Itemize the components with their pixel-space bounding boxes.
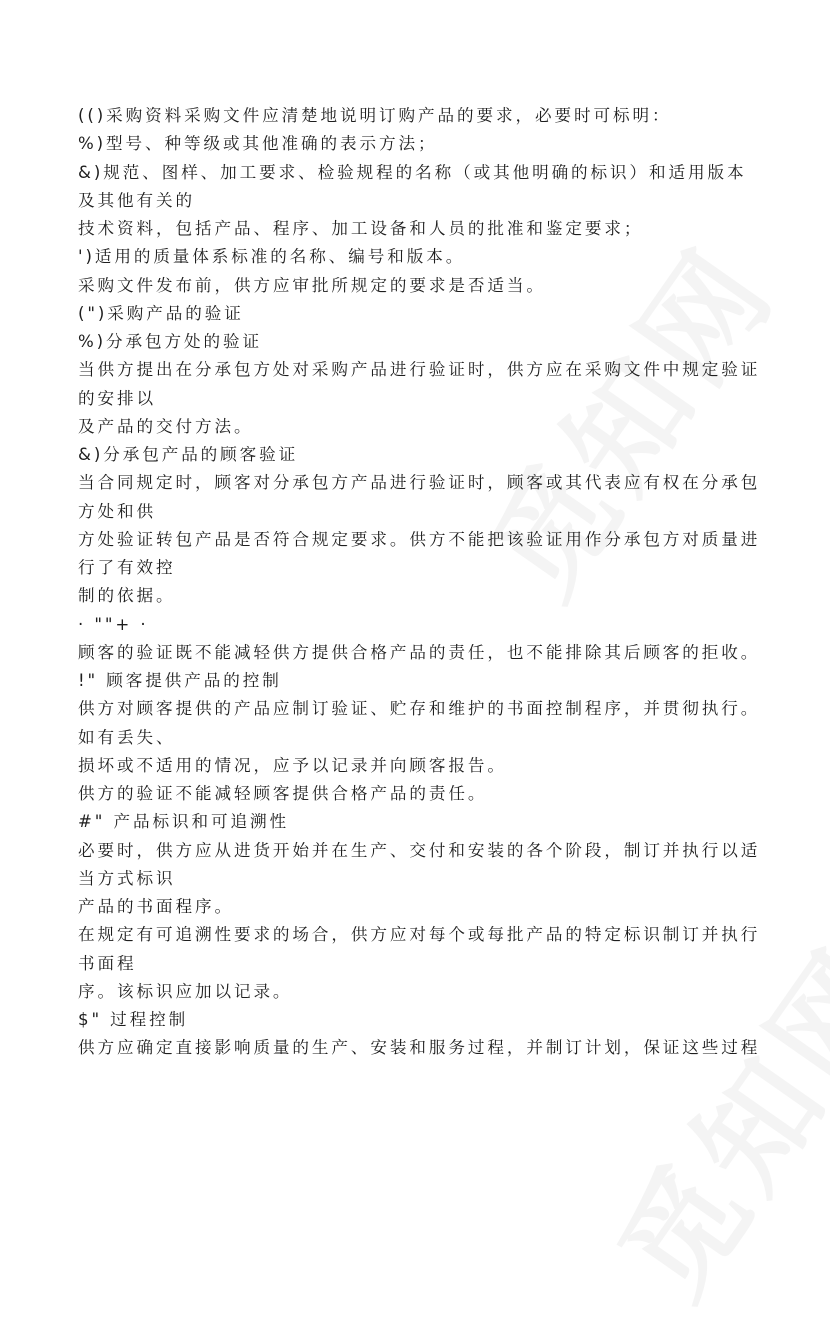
text-line: 顾客的验证既不能减轻供方提供合格产品的责任，也不能排除其后顾客的拒收。 bbox=[78, 642, 761, 662]
text-line: $" 过程控制 bbox=[78, 1010, 189, 1029]
document-body bbox=[78, 102, 778, 1063]
text-line: 损坏或不适用的情况，应予以记录并向顾客报告。 bbox=[78, 755, 507, 775]
text-line: 采购文件发布前，供方应审批所规定的要求是否适当。 bbox=[78, 275, 546, 295]
text-line: &)规范、图样、加工要求、检验规程的名称（或其他明确的标识）和适用版本 bbox=[78, 162, 747, 182]
text-line: 序。该标识应加以记录。 bbox=[78, 981, 293, 1001]
text-line: ')适用的质量体系标准的名称、编号和版本。 bbox=[78, 247, 466, 267]
text-line: 产品的书面程序。 bbox=[78, 897, 234, 916]
text-line: %)分承包方处的验证 bbox=[78, 332, 262, 351]
text-line: 行了有效控 bbox=[78, 558, 176, 577]
text-line: 在规定有可追溯性要求的场合，供方应对每个或每批产品的特定标识制订并执行 bbox=[78, 925, 761, 945]
text-line: 如有丢失、 bbox=[78, 727, 176, 747]
text-line: 供方的验证不能减轻顾客提供合格产品的责任。 bbox=[78, 784, 488, 803]
text-line: 技术资料，包括产品、程序、加工设备和人员的批准和鉴定要求； bbox=[78, 219, 644, 238]
text-line: %)型号、种等级或其他准确的表示方法； bbox=[78, 134, 438, 154]
text-line: 供方对顾客提供的产品应制订验证、贮存和维护的书面控制程序，并贯彻执行。 bbox=[78, 699, 761, 719]
text-line: #" 产品标识和可追溯性 bbox=[78, 812, 289, 832]
text-line: &)分承包产品的顾客验证 bbox=[78, 445, 299, 464]
text-line: 供方应确定直接影响质量的生产、安装和服务过程，并制订计划，保证这些过程 bbox=[78, 1038, 761, 1058]
text-line: 当供方提出在分承包方处对采购产品进行验证时，供方应在采购文件中规定验证 bbox=[78, 360, 761, 380]
text-line: 的安排以 bbox=[78, 388, 156, 408]
text-line: 必要时，供方应从进货开始并在生产、交付和安装的各个阶段，制订并执行以适 bbox=[78, 840, 761, 860]
text-line: (")采购产品的验证 bbox=[78, 303, 244, 323]
text-line: 当方式标识 bbox=[78, 868, 176, 888]
text-line: 当合同规定时，顾客对分承包方产品进行验证时，顾客或其代表应有权在分承包 bbox=[78, 473, 761, 493]
text-line: 及其他有关的 bbox=[78, 190, 195, 210]
text-line: (()采购资料采购文件应清楚地说明订购产品的要求，必要时可标明： bbox=[78, 106, 672, 125]
text-line: 制的依据。 bbox=[78, 586, 176, 606]
text-line: 及产品的交付方法。 bbox=[78, 416, 254, 436]
text-line: · ""+ · bbox=[78, 614, 149, 634]
text-line: !" 顾客提供产品的控制 bbox=[78, 671, 282, 690]
text-line: 方处和供 bbox=[78, 501, 156, 521]
text-line: 方处验证转包产品是否符合规定要求。供方不能把该验证用作分承包方对质量进 bbox=[78, 529, 761, 549]
text-line: 书面程 bbox=[78, 953, 137, 973]
